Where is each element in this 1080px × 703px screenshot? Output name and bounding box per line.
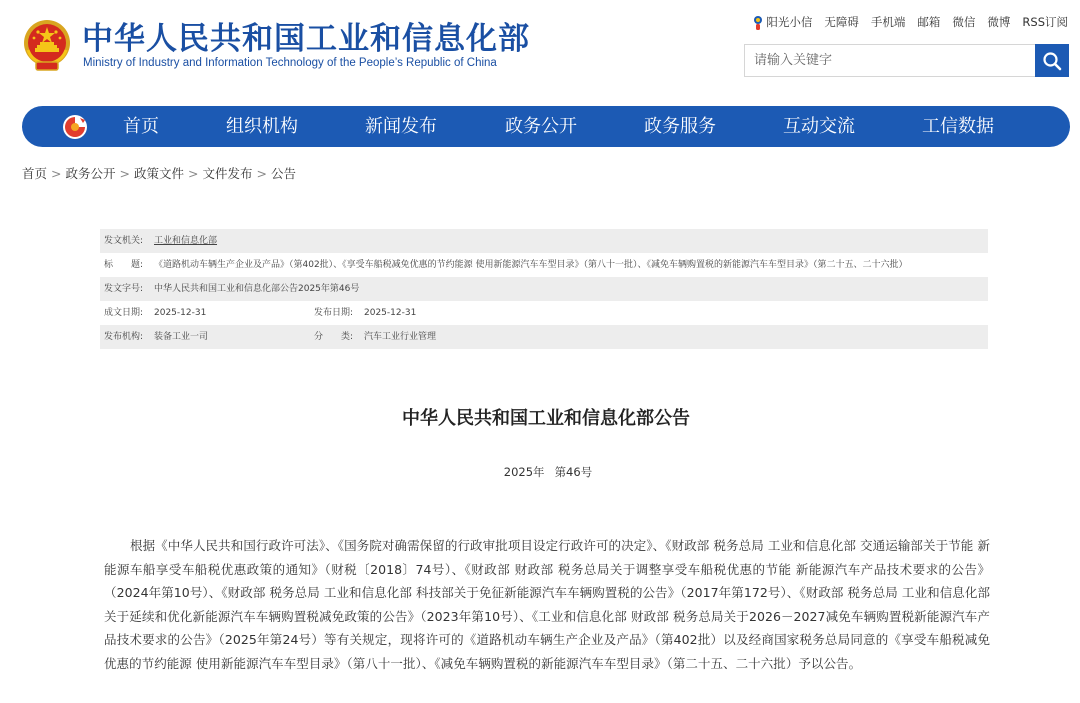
article-title: 中华人民共和国工业和信息化部公告: [402, 408, 690, 429]
meta-label: 发布日期:: [314, 308, 354, 318]
breadcrumb-policy-docs[interactable]: 政策文件: [134, 166, 185, 181]
top-link-mobile[interactable]: 手机端: [870, 15, 906, 30]
search-box: [744, 44, 1069, 77]
meta-published: [314, 301, 416, 325]
meta-label: 标 题:: [104, 260, 144, 270]
meta-label: 发文字号:: [104, 284, 144, 294]
breadcrumb-home[interactable]: 首页: [22, 166, 48, 181]
meta-label: 发布机构:: [104, 332, 144, 342]
top-link-accessibility[interactable]: 无障碍: [824, 15, 859, 30]
meta-row-issuer: [100, 229, 988, 253]
site-header: [0, 0, 1080, 100]
article-doc-number: 第46号: [554, 465, 593, 479]
nav-item-news[interactable]: 新闻发布: [365, 116, 437, 137]
search-icon: [1042, 51, 1062, 71]
top-link-wechat[interactable]: 微信: [952, 15, 976, 30]
meta-category: [314, 325, 436, 349]
nav-item-government-affairs[interactable]: 政务公开: [505, 116, 577, 137]
meta-category-value: 汽车工业行业管理: [364, 332, 437, 342]
main-nav: [22, 106, 1070, 147]
national-emblem-icon[interactable]: [22, 18, 72, 72]
nav-item-services[interactable]: 政务服务: [644, 116, 716, 137]
nav-item-data[interactable]: 工信数据: [922, 116, 994, 137]
top-link-weibo[interactable]: 微博: [987, 15, 1011, 30]
breadcrumb-separator: >: [51, 166, 62, 181]
top-link-sunshine[interactable]: [752, 14, 812, 31]
search-button[interactable]: [1035, 44, 1069, 77]
top-link-rss[interactable]: RSS订阅: [1022, 15, 1068, 30]
document-meta-table: [100, 229, 988, 349]
search-input[interactable]: [745, 45, 1035, 76]
meta-row-dates: [100, 301, 988, 325]
top-link-label: 阳光小信: [766, 15, 813, 29]
meta-issuer-link[interactable]: 工业和信息化部: [154, 236, 218, 246]
breadcrumb-doc-release[interactable]: 文件发布: [202, 166, 253, 181]
breadcrumb-separator: >: [256, 166, 267, 181]
site-title-cn[interactable]: 中华人民共和国工业和信息化部: [82, 21, 530, 57]
site-title-en[interactable]: Ministry of Industry and Information Technology of the People’s Republic of China: [83, 57, 497, 69]
breadcrumb-separator: >: [119, 166, 130, 181]
meta-agency-value: 装备工业一司: [154, 332, 209, 342]
meta-label: 发文机关:: [104, 236, 144, 246]
meta-published-value: 2025-12-31: [364, 308, 417, 318]
meta-agency: [104, 325, 314, 349]
top-link-mail[interactable]: 邮箱: [917, 15, 941, 30]
nav-item-home[interactable]: 首页: [123, 116, 159, 137]
meta-label: 分 类:: [314, 332, 354, 342]
top-links: [752, 14, 1068, 31]
meta-row-docno: [100, 277, 988, 301]
nav-item-interaction[interactable]: 互动交流: [783, 116, 855, 137]
article-year: 2025年: [503, 465, 545, 479]
breadcrumb-announcement[interactable]: 公告: [271, 166, 297, 181]
meta-docno-value: 中华人民共和国工业和信息化部公告2025年第46号: [154, 284, 360, 294]
meta-row-title: [100, 253, 988, 277]
article-number: [0, 464, 1080, 480]
meta-label: 成文日期:: [104, 308, 144, 318]
mascot-icon: [752, 15, 764, 31]
meta-created-value: 2025-12-31: [154, 308, 207, 318]
breadcrumb-gov-affairs[interactable]: 政务公开: [65, 166, 116, 181]
ministry-logo-icon: [62, 114, 88, 140]
breadcrumb: [22, 164, 296, 182]
meta-created: [104, 301, 314, 325]
breadcrumb-separator: >: [188, 166, 199, 181]
meta-row-agency: [100, 325, 988, 349]
article-body: 根据《中华人民共和国行政许可法》、《国务院对确需保留的行政审批项目设定行政许可的决定》、《财政部 税务总局 工业和信息化部 交通运输部关于节能 新能源车船享受车船税优惠政策的通知》（财税〔2018〕74号）、《财政部 财政部 税务总局关于调整享受车船税优惠的节能 新能源汽车产品技术要求的公告》（2024年第10号）、《财政部 税务总局 工业和信息化部 科技部关于免征新能源汽车车辆购置税的公告》（2017年第172号）、《财政部 税务总局 工业和信息化部关于延续和优化新能源汽车车辆购置税减免政策的公告》（2023年第10号）、《工业和信息化部 财政部 税务总局关于2026－2027减免车辆购置税新能源汽车产品技术要求的公告》（2025年第24号）等有关规定，现将许可的《道路机动车辆生产企业及产品》（第402批）以及经商国家税务总局同意的《享受车船税减免优惠的节约能源 使用新能源汽车车型目录》（第八十一批）、《减免车辆购置税的新能源汽车车型目录》（第二十五、二十六批）予以公告。: [104, 538, 990, 671]
nav-item-organization[interactable]: 组织机构: [226, 116, 298, 137]
meta-title-value: 《道路机动车辆生产企业及产品》（第402批）、《享受车船税减免优惠的节约能源 使用新能源汽车车型目录》（第八十一批）、《减免车辆购置税的新能源汽车车型目录》（第二十五、二十六批）: [154, 260, 908, 270]
